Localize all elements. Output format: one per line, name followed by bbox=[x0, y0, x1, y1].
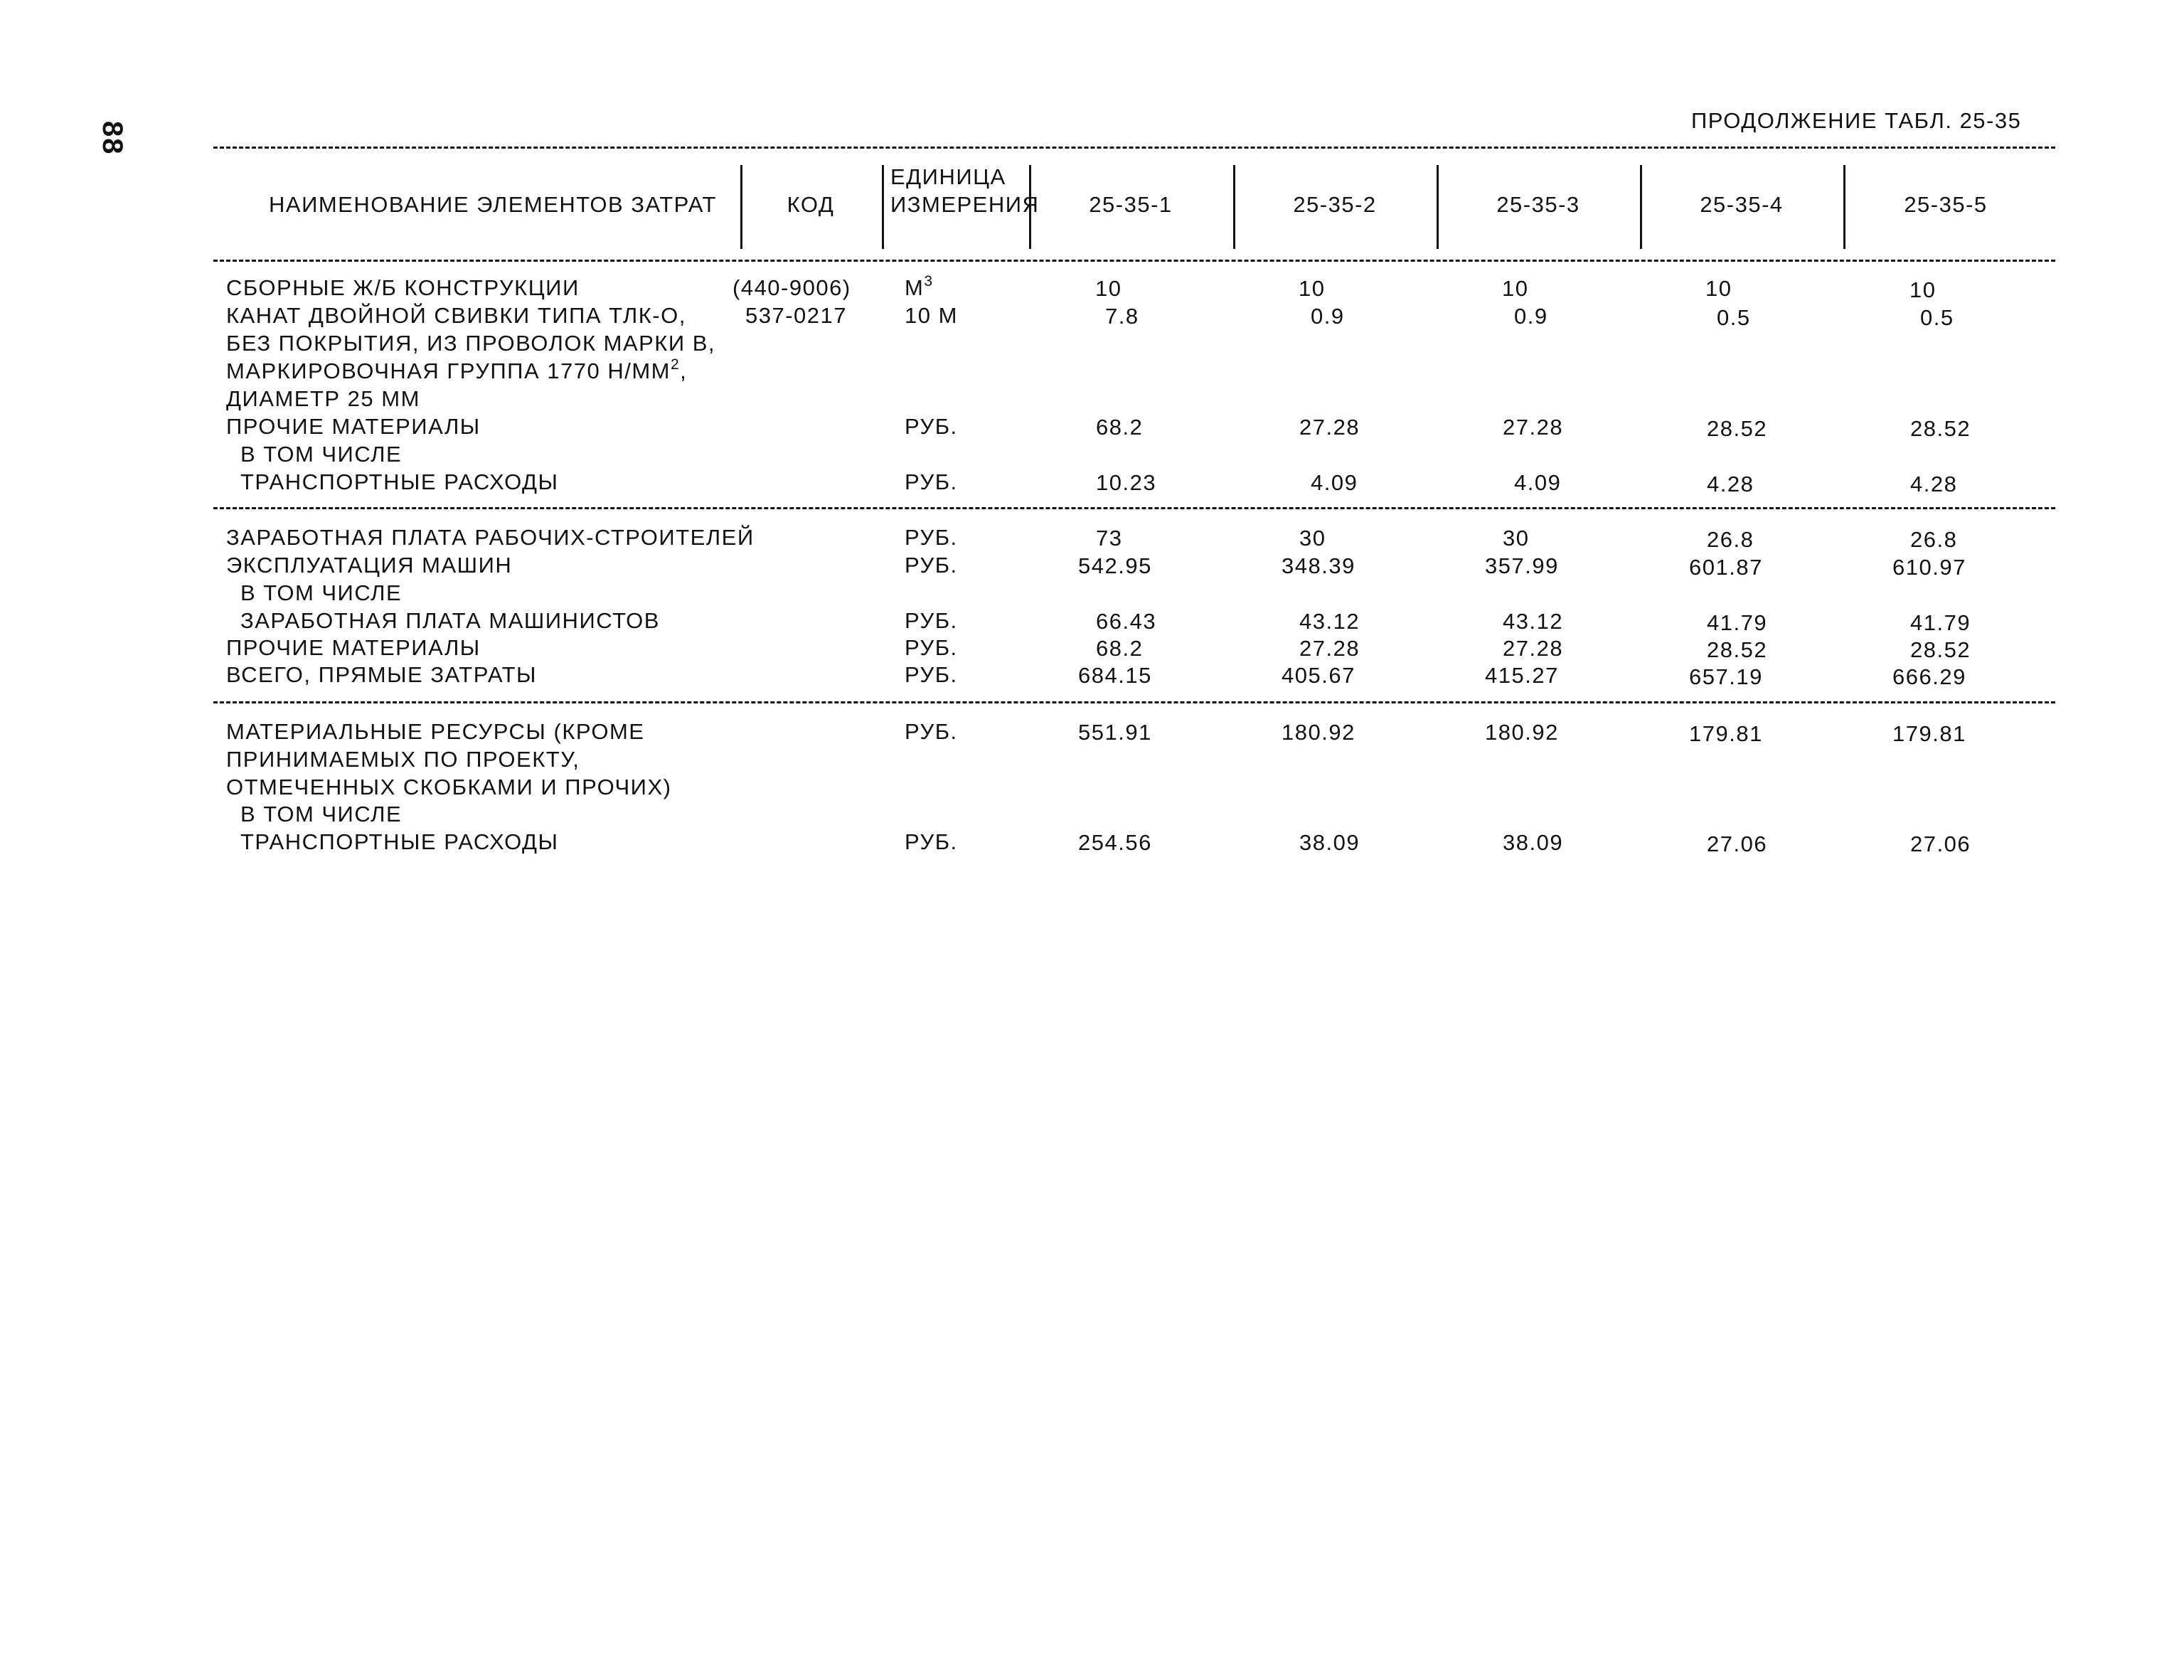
row-value: 10 bbox=[1705, 276, 1732, 301]
row-name: КАНАТ ДВОЙНОЙ СВИВКИ ТИПА ТЛК-О, bbox=[226, 303, 686, 328]
row-value: 28.52 bbox=[1707, 416, 1768, 441]
row-name: СБОРНЫЕ Ж/Б КОНСТРУКЦИИ bbox=[226, 275, 580, 300]
row-value: 610.97 bbox=[1892, 555, 1966, 580]
row-value: 28.52 bbox=[1910, 416, 1971, 441]
row-value: 26.8 bbox=[1910, 527, 1958, 552]
row-name: В ТОМ ЧИСЛЕ bbox=[240, 580, 403, 605]
row-name: МАТЕРИАЛЬНЫЕ РЕСУРСЫ (КРОМЕ bbox=[226, 719, 645, 744]
row-value: 27.28 bbox=[1299, 415, 1360, 440]
row-value: 30 bbox=[1503, 526, 1530, 551]
header-divider bbox=[740, 165, 742, 249]
row-unit: РУБ. bbox=[905, 719, 958, 744]
row-value: 41.79 bbox=[1707, 610, 1768, 635]
row-value: 73 bbox=[1096, 526, 1123, 551]
row-value: 357.99 bbox=[1485, 553, 1559, 578]
row-value: 27.28 bbox=[1503, 636, 1564, 661]
header-divider bbox=[1640, 165, 1642, 249]
row-code: (440-9006) bbox=[733, 275, 851, 300]
row-value: 68.2 bbox=[1096, 415, 1144, 440]
row-value: 4.09 bbox=[1311, 470, 1358, 495]
row-name: ВСЕГО, ПРЯМЫЕ ЗАТРАТЫ bbox=[226, 662, 537, 687]
row-value: 68.2 bbox=[1096, 636, 1144, 661]
row-value: 657.19 bbox=[1689, 664, 1763, 689]
row-value: 28.52 bbox=[1707, 637, 1768, 662]
header-column: 25-35-2 bbox=[1293, 192, 1377, 217]
row-value: 405.67 bbox=[1282, 663, 1355, 688]
row-value: 4.28 bbox=[1707, 472, 1754, 496]
row-value: 7.8 bbox=[1105, 304, 1139, 329]
row-value: 4.28 bbox=[1910, 472, 1958, 496]
row-unit: $М^3$ bbox=[905, 272, 934, 300]
row-value: 542.95 bbox=[1078, 553, 1152, 578]
row-value: 10 bbox=[1095, 276, 1122, 301]
row-value: 551.91 bbox=[1078, 720, 1152, 745]
header-column: 25-35-5 bbox=[1904, 192, 1988, 217]
row-name: МАРКИРОВОЧНАЯ ГРУППА 1770 $Н/ММ^2$, bbox=[226, 356, 688, 383]
row-name: ЗАРАБОТНАЯ ПЛАТА МАШИНИСТОВ bbox=[240, 608, 660, 633]
row-value: 0.9 bbox=[1311, 304, 1345, 329]
row-unit: РУБ. bbox=[905, 553, 958, 578]
row-code: 537-0217 bbox=[745, 303, 848, 328]
row-value: 43.12 bbox=[1299, 609, 1360, 634]
header-column: 25-35-4 bbox=[1700, 192, 1784, 217]
header-column: 25-35-1 bbox=[1089, 192, 1173, 217]
row-value: 179.81 bbox=[1892, 721, 1966, 746]
row-value: 27.28 bbox=[1299, 636, 1360, 661]
row-name: ПРОЧИЕ МАТЕРИАЛЫ bbox=[226, 635, 481, 660]
row-value: 254.56 bbox=[1078, 830, 1152, 855]
header-divider bbox=[1437, 165, 1439, 249]
row-unit: РУБ. bbox=[905, 608, 958, 633]
row-value: 180.92 bbox=[1485, 720, 1559, 745]
row-name: В ТОМ ЧИСЛЕ bbox=[240, 802, 403, 826]
table-top-rule bbox=[213, 147, 2055, 149]
row-value: 38.09 bbox=[1299, 830, 1360, 855]
row-value: 415.27 bbox=[1485, 663, 1559, 688]
row-unit: РУБ. bbox=[905, 662, 958, 687]
row-value: 4.09 bbox=[1514, 470, 1562, 495]
row-value: 27.06 bbox=[1910, 831, 1971, 856]
row-value: 179.81 bbox=[1689, 721, 1763, 746]
page-number: 88 bbox=[97, 121, 128, 156]
row-name: ЗАРАБОТНАЯ ПЛАТА РАБОЧИХ-СТРОИТЕЛЕЙ bbox=[226, 525, 755, 550]
header-unit-line2: ИЗМЕРЕНИЯ bbox=[890, 192, 1040, 217]
row-value: 666.29 bbox=[1892, 664, 1966, 689]
row-value: 38.09 bbox=[1503, 830, 1564, 855]
row-value: 0.9 bbox=[1514, 304, 1548, 329]
row-unit: 10 М bbox=[905, 303, 958, 328]
row-name: ПРИНИМАЕМЫХ ПО ПРОЕКТУ, bbox=[226, 747, 580, 772]
row-name: ОТМЕЧЕННЫХ СКОБКАМИ И ПРОЧИХ) bbox=[226, 775, 672, 799]
header-divider bbox=[1843, 165, 1845, 249]
row-value: 180.92 bbox=[1282, 720, 1355, 745]
row-value: 601.87 bbox=[1689, 555, 1763, 580]
row-value: 26.8 bbox=[1707, 527, 1754, 552]
header-name: НАИМЕНОВАНИЕ ЭЛЕМЕНТОВ ЗАТРАТ bbox=[269, 192, 717, 217]
row-name: ЭКСПЛУАТАЦИЯ МАШИН bbox=[226, 553, 513, 578]
row-value: 30 bbox=[1299, 526, 1326, 551]
row-unit: РУБ. bbox=[905, 829, 958, 854]
row-unit: РУБ. bbox=[905, 414, 958, 439]
row-value: 27.28 bbox=[1503, 415, 1564, 440]
row-unit: РУБ. bbox=[905, 525, 958, 550]
row-value: 10 bbox=[1909, 277, 1937, 302]
row-name: ТРАНСПОРТНЫЕ РАСХОДЫ bbox=[240, 829, 559, 854]
row-unit: РУБ. bbox=[905, 635, 958, 660]
header-bottom-rule bbox=[213, 260, 2055, 262]
row-value: 684.15 bbox=[1078, 663, 1152, 688]
row-value: 0.5 bbox=[1717, 305, 1751, 330]
row-value: 43.12 bbox=[1503, 609, 1564, 634]
row-value: 348.39 bbox=[1282, 553, 1355, 578]
row-name: БЕЗ ПОКРЫТИЯ, ИЗ ПРОВОЛОК МАРКИ В, bbox=[226, 331, 716, 356]
row-value: 66.43 bbox=[1096, 609, 1157, 634]
header-code: КОД bbox=[787, 192, 835, 217]
row-value: 10.23 bbox=[1096, 470, 1157, 495]
row-value: 10 bbox=[1299, 276, 1326, 301]
row-value: 28.52 bbox=[1910, 637, 1971, 662]
header-divider bbox=[1233, 165, 1235, 249]
section-rule-2 bbox=[213, 701, 2055, 703]
row-name: ТРАНСПОРТНЫЕ РАСХОДЫ bbox=[240, 469, 559, 494]
row-name: ДИАМЕТР 25 ММ bbox=[226, 386, 420, 411]
row-value: 10 bbox=[1502, 276, 1529, 301]
header-column: 25-35-3 bbox=[1496, 192, 1580, 217]
row-value: 41.79 bbox=[1910, 610, 1971, 635]
row-name: В ТОМ ЧИСЛЕ bbox=[240, 442, 403, 467]
continuation-title: ПРОДОЛЖЕНИЕ ТАБЛ. 25-35 bbox=[1691, 108, 2022, 133]
header-divider bbox=[882, 165, 884, 249]
row-name: ПРОЧИЕ МАТЕРИАЛЫ bbox=[226, 414, 481, 439]
row-unit: РУБ. bbox=[905, 469, 958, 494]
row-value: 27.06 bbox=[1707, 831, 1768, 856]
row-value: 0.5 bbox=[1920, 305, 1954, 330]
section-rule-1 bbox=[213, 507, 2055, 509]
header-unit-line1: ЕДИНИЦА bbox=[890, 164, 1006, 189]
